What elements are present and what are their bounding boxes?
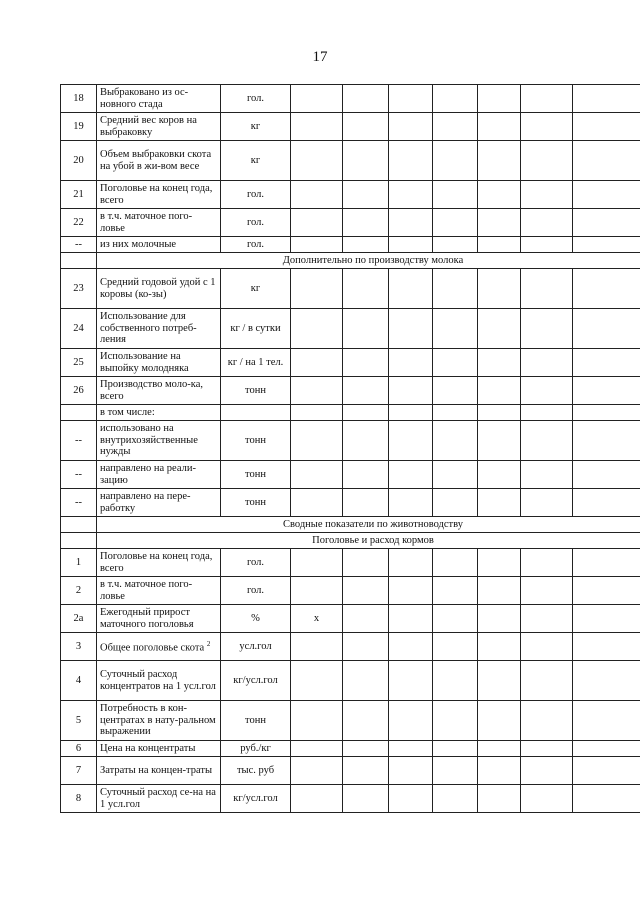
row-number: -- [61, 461, 97, 489]
indicator-name-text: Средний вес коров на выбраковку [100, 115, 197, 138]
value-cell [291, 113, 343, 141]
value-cell: х [291, 605, 343, 633]
value-cell [291, 741, 343, 757]
value-cell [433, 757, 478, 785]
table-row [61, 701, 640, 741]
indicator-name-text: Использование для собственного потреб-ления [100, 311, 197, 346]
value-cell [521, 237, 573, 253]
value-cell [521, 181, 573, 209]
row-number: 4 [61, 661, 97, 701]
data-table [60, 84, 640, 813]
value-cell [478, 181, 521, 209]
indicator-name-text: из них молочные [100, 238, 177, 250]
row-number: 20 [61, 141, 97, 181]
value-cell [478, 577, 521, 605]
value-cell [573, 741, 640, 757]
value-cell [433, 377, 478, 405]
table-row [61, 661, 640, 701]
value-cell [573, 237, 640, 253]
value-cell [343, 661, 389, 701]
value-cell [521, 85, 573, 113]
value-cell [291, 661, 343, 701]
value-cell [291, 237, 343, 253]
section-row [61, 253, 640, 269]
value-cell [291, 421, 343, 461]
value-cell [433, 405, 478, 421]
indicator-name-text: Цена на концентраты [100, 742, 196, 754]
value-cell [389, 577, 433, 605]
table-row [61, 209, 640, 237]
value-cell [433, 741, 478, 757]
section-row [61, 517, 640, 533]
unit-cell: гол. [221, 209, 291, 237]
row-number: -- [61, 421, 97, 461]
value-cell [521, 309, 573, 349]
value-cell [389, 421, 433, 461]
value-cell [433, 549, 478, 577]
value-cell [389, 349, 433, 377]
table-row [61, 141, 640, 181]
value-cell [521, 141, 573, 181]
indicator-name-text: Объем выбраковки скота на убой в жи-вом весе [100, 149, 212, 172]
value-cell [433, 141, 478, 181]
value-cell [573, 605, 640, 633]
table-row [61, 309, 640, 349]
value-cell [478, 661, 521, 701]
value-cell [478, 113, 521, 141]
value-cell [343, 405, 389, 421]
section-row [61, 533, 640, 549]
value-cell [291, 549, 343, 577]
value-cell [433, 209, 478, 237]
value-cell [478, 237, 521, 253]
row-number: 19 [61, 113, 97, 141]
value-cell [433, 461, 478, 489]
value-cell [521, 113, 573, 141]
row-number: -- [61, 489, 97, 517]
value-cell [389, 377, 433, 405]
row-number: -- [61, 237, 97, 253]
value-cell [343, 701, 389, 741]
indicator-name-text: Ежегодный прирост маточного поголовья [100, 607, 194, 630]
unit-cell: тонн [221, 461, 291, 489]
row-number: 26 [61, 377, 97, 405]
indicator-name [97, 209, 221, 237]
indicator-name [97, 489, 221, 517]
value-cell [343, 785, 389, 813]
indicator-name [97, 661, 221, 701]
value-cell [521, 661, 573, 701]
row-number: 6 [61, 741, 97, 757]
value-cell [573, 209, 640, 237]
value-cell [573, 757, 640, 785]
value-cell [433, 237, 478, 253]
indicator-name-text: направлено на пере-работку [100, 491, 191, 514]
table-row [61, 349, 640, 377]
value-cell [291, 209, 343, 237]
value-cell [573, 269, 640, 309]
indicator-name [97, 757, 221, 785]
value-cell [343, 549, 389, 577]
value-cell [573, 633, 640, 661]
value-cell [389, 113, 433, 141]
value-cell [521, 421, 573, 461]
page-number: 17 [312, 49, 328, 65]
row-number: 23 [61, 269, 97, 309]
value-cell [433, 85, 478, 113]
indicator-name [97, 701, 221, 741]
value-cell [343, 237, 389, 253]
indicator-name-text: Средний годовой удой с 1 коровы (ко-зы) [100, 277, 216, 300]
value-cell [573, 785, 640, 813]
value-cell [573, 489, 640, 517]
value-cell [478, 377, 521, 405]
table-row [61, 605, 640, 633]
section-num-cell [61, 517, 97, 533]
value-cell [343, 633, 389, 661]
value-cell [478, 549, 521, 577]
value-cell [478, 605, 521, 633]
value-cell [573, 113, 640, 141]
table-row [61, 405, 640, 421]
value-cell [291, 633, 343, 661]
value-cell [478, 309, 521, 349]
table-row [61, 421, 640, 461]
value-cell [573, 349, 640, 377]
value-cell [291, 377, 343, 405]
value-cell [343, 757, 389, 785]
indicator-name [97, 785, 221, 813]
indicator-name [97, 461, 221, 489]
value-cell [478, 489, 521, 517]
value-cell [433, 269, 478, 309]
value-cell [478, 633, 521, 661]
value-cell [521, 605, 573, 633]
value-cell [433, 181, 478, 209]
value-cell [291, 181, 343, 209]
indicator-name [97, 141, 221, 181]
value-cell [389, 237, 433, 253]
value-cell [478, 421, 521, 461]
table-row [61, 461, 640, 489]
row-number: 2 [61, 577, 97, 605]
table-row [61, 269, 640, 309]
value-cell [343, 741, 389, 757]
value-cell [389, 605, 433, 633]
value-cell [389, 549, 433, 577]
value-cell [343, 489, 389, 517]
value-cell [291, 701, 343, 741]
unit-cell: гол. [221, 237, 291, 253]
value-cell [521, 549, 573, 577]
value-cell [343, 113, 389, 141]
indicator-name-text: Поголовье на конец года, всего [100, 551, 213, 574]
indicator-name [97, 377, 221, 405]
value-cell [521, 577, 573, 605]
row-number: 8 [61, 785, 97, 813]
unit-cell: гол. [221, 549, 291, 577]
unit-cell: усл.гол [221, 633, 291, 661]
value-cell [521, 209, 573, 237]
indicator-name [97, 633, 221, 661]
table-row [61, 181, 640, 209]
indicator-name [97, 349, 221, 377]
value-cell [389, 309, 433, 349]
value-cell [433, 577, 478, 605]
value-cell [343, 377, 389, 405]
unit-cell: тонн [221, 377, 291, 405]
value-cell [433, 605, 478, 633]
section-num-cell [61, 533, 97, 549]
value-cell [478, 405, 521, 421]
value-cell [291, 461, 343, 489]
indicator-name [97, 549, 221, 577]
row-number [61, 405, 97, 421]
table-row [61, 633, 640, 661]
table-row [61, 237, 640, 253]
unit-cell: гол. [221, 85, 291, 113]
value-cell [573, 421, 640, 461]
value-cell [478, 785, 521, 813]
table-row [61, 377, 640, 405]
value-cell [573, 549, 640, 577]
unit-cell: кг / на 1 тел. [221, 349, 291, 377]
value-cell [291, 577, 343, 605]
value-cell [343, 421, 389, 461]
indicator-name-text: Выбраковано из ос-новного стада [100, 87, 189, 110]
table-row [61, 549, 640, 577]
indicator-name [97, 741, 221, 757]
value-cell [478, 141, 521, 181]
table-row [61, 577, 640, 605]
value-cell [291, 349, 343, 377]
value-cell [573, 661, 640, 701]
value-cell [389, 741, 433, 757]
indicator-name-text: Потребность в кон-центратах в нату-ральном выражении [100, 703, 216, 738]
row-number: 18 [61, 85, 97, 113]
value-cell [478, 269, 521, 309]
value-cell [433, 701, 478, 741]
indicator-name-text: направлено на реали-зацию [100, 463, 196, 486]
value-cell [521, 269, 573, 309]
unit-cell: гол. [221, 181, 291, 209]
value-cell [433, 309, 478, 349]
indicator-name [97, 405, 221, 421]
value-cell [573, 181, 640, 209]
value-cell [478, 757, 521, 785]
table-row [61, 757, 640, 785]
value-cell [478, 85, 521, 113]
indicator-name [97, 605, 221, 633]
value-cell [478, 461, 521, 489]
row-number: 5 [61, 701, 97, 741]
value-cell [389, 405, 433, 421]
value-cell [433, 489, 478, 517]
value-cell [573, 461, 640, 489]
value-cell [521, 741, 573, 757]
value-cell [389, 701, 433, 741]
value-cell [433, 113, 478, 141]
unit-cell: кг / в сутки [221, 309, 291, 349]
value-cell [478, 701, 521, 741]
row-number: 3 [61, 633, 97, 661]
indicator-name-text: в том числе: [100, 406, 155, 418]
indicator-name [97, 421, 221, 461]
value-cell [573, 405, 640, 421]
indicator-name [97, 237, 221, 253]
row-number: 21 [61, 181, 97, 209]
unit-cell: тонн [221, 701, 291, 741]
value-cell [478, 349, 521, 377]
indicator-name [97, 85, 221, 113]
value-cell [343, 181, 389, 209]
value-cell [291, 269, 343, 309]
row-number: 25 [61, 349, 97, 377]
value-cell [389, 633, 433, 661]
value-cell [291, 85, 343, 113]
table-row [61, 785, 640, 813]
value-cell [343, 461, 389, 489]
value-cell [521, 349, 573, 377]
indicator-name-text: Суточный расход се-на на 1 усл.гол [100, 787, 216, 810]
value-cell [389, 785, 433, 813]
section-title: Сводные показатели по животноводству [97, 517, 640, 533]
unit-cell: кг [221, 141, 291, 181]
value-cell [389, 181, 433, 209]
table-row [61, 489, 640, 517]
value-cell [343, 209, 389, 237]
unit-cell: кг [221, 269, 291, 309]
value-cell [389, 141, 433, 181]
value-cell [521, 489, 573, 517]
row-number: 7 [61, 757, 97, 785]
value-cell [521, 461, 573, 489]
value-cell [389, 269, 433, 309]
footnote-marker: 2 [206, 640, 211, 648]
value-cell [433, 421, 478, 461]
value-cell [433, 785, 478, 813]
value-cell [521, 405, 573, 421]
value-cell [343, 85, 389, 113]
row-number: 24 [61, 309, 97, 349]
value-cell [433, 633, 478, 661]
row-number: 1 [61, 549, 97, 577]
indicator-name-text: Суточный расход концентратов на 1 усл.гол [100, 669, 216, 692]
table-row [61, 113, 640, 141]
value-cell [389, 757, 433, 785]
unit-cell: тыс. руб [221, 757, 291, 785]
indicator-name-text: Общее поголовье скота [100, 642, 205, 654]
value-cell [291, 489, 343, 517]
value-cell [343, 309, 389, 349]
table-body [61, 85, 640, 813]
indicator-name-text: Использование на выпойку молодняка [100, 351, 189, 374]
section-title: Дополнительно по производству молока [97, 253, 640, 269]
unit-cell: кг/усл.гол [221, 661, 291, 701]
indicator-name [97, 113, 221, 141]
indicator-name [97, 269, 221, 309]
value-cell [291, 141, 343, 181]
value-cell [389, 209, 433, 237]
unit-cell: % [221, 605, 291, 633]
section-num-cell [61, 253, 97, 269]
indicator-name-text: в т.ч. маточное пого-ловье [100, 211, 193, 234]
value-cell [343, 269, 389, 309]
unit-cell: кг [221, 113, 291, 141]
value-cell [573, 377, 640, 405]
value-cell [573, 309, 640, 349]
value-cell [343, 577, 389, 605]
value-cell [521, 377, 573, 405]
indicator-name-text: Затраты на концен-траты [100, 764, 213, 776]
value-cell [343, 605, 389, 633]
section-title: Поголовье и расход кормов [97, 533, 640, 549]
value-cell [291, 309, 343, 349]
value-cell [433, 661, 478, 701]
value-cell [573, 701, 640, 741]
row-number: 2а [61, 605, 97, 633]
value-cell [573, 85, 640, 113]
indicator-name-text: использовано на внутрихозяйственные нужды [100, 423, 198, 458]
value-cell [343, 349, 389, 377]
unit-cell: тонн [221, 489, 291, 517]
table-row [61, 85, 640, 113]
value-cell [343, 141, 389, 181]
indicator-name-text: Поголовье на конец года, всего [100, 183, 213, 206]
value-cell [478, 741, 521, 757]
value-cell [291, 785, 343, 813]
unit-cell: гол. [221, 577, 291, 605]
value-cell [521, 785, 573, 813]
value-cell [389, 661, 433, 701]
indicator-name [97, 309, 221, 349]
unit-cell: кг/усл.гол [221, 785, 291, 813]
value-cell [521, 633, 573, 661]
row-number: 22 [61, 209, 97, 237]
indicator-name [97, 181, 221, 209]
value-cell [573, 141, 640, 181]
indicator-name-text: в т.ч. маточное пого-ловье [100, 579, 193, 602]
value-cell [478, 209, 521, 237]
unit-cell: тонн [221, 421, 291, 461]
value-cell [389, 85, 433, 113]
table-row [61, 741, 640, 757]
unit-cell: руб./кг [221, 741, 291, 757]
value-cell [521, 701, 573, 741]
indicator-name-text: Производство моло-ка, всего [100, 379, 204, 402]
value-cell [389, 489, 433, 517]
value-cell [573, 577, 640, 605]
value-cell [521, 757, 573, 785]
value-cell [433, 349, 478, 377]
value-cell [389, 461, 433, 489]
unit-cell [221, 405, 291, 421]
value-cell [291, 757, 343, 785]
value-cell [291, 405, 343, 421]
indicator-name [97, 577, 221, 605]
